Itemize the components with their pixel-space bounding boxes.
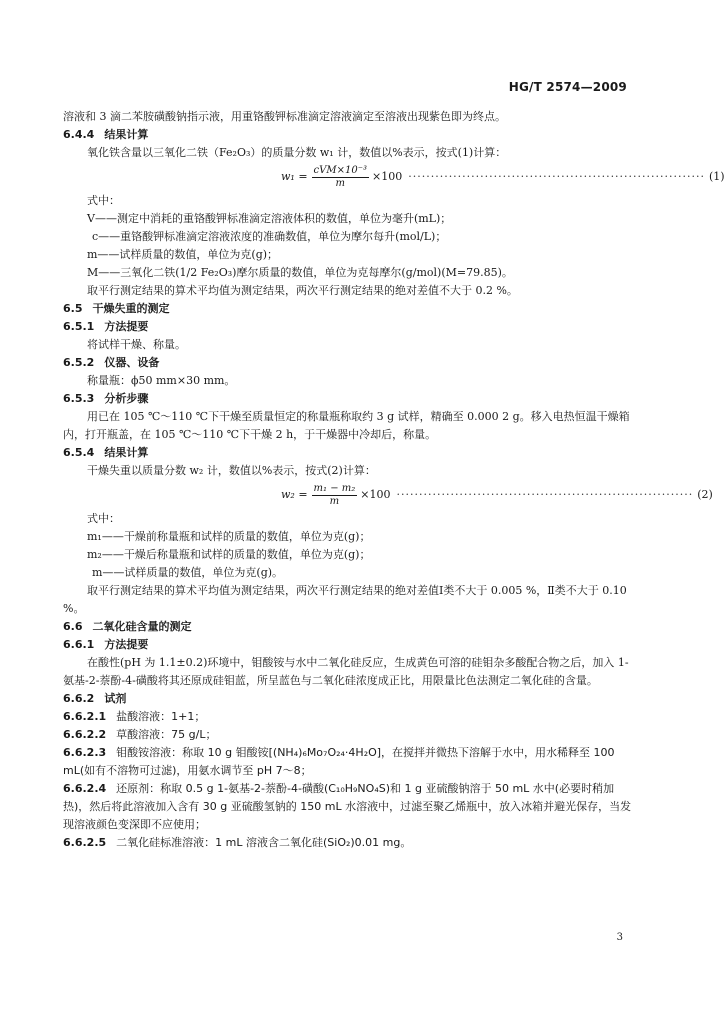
formula2-denominator: m	[329, 495, 340, 507]
section-6-5-3	[63, 390, 633, 408]
section-text: 将试样干燥、称量。	[87, 338, 186, 351]
section-title: 结果计算	[104, 128, 149, 141]
variable-definition: m₂——干燥后称量瓶和试样的质量的数值，单位为克(g)；	[87, 548, 371, 561]
variable-definition: V——测定中消耗的重铬酸钾标准滴定溶液体积的数值，单位为毫升(mL)；	[87, 212, 452, 225]
section-number: 6.5	[63, 302, 83, 315]
reagent-item	[63, 708, 633, 726]
reagent-item	[63, 780, 633, 834]
reagent-item	[63, 744, 633, 780]
section-title: 方法提要	[104, 320, 149, 333]
section-6-4-4	[63, 126, 633, 144]
section-6-5-2	[63, 354, 633, 372]
precision-note: 取平行测定结果的算术平均值为测定结果，两次平行测定结果的绝对差值Ⅰ类不大于 0.005 %，Ⅱ类不大于 0.10 %。	[63, 584, 627, 615]
reagent-item	[63, 726, 633, 744]
variable-definition: m——试样质量的数值，单位为克(g)；	[87, 248, 279, 261]
section-6-5	[63, 300, 633, 318]
reagent-number: 6.6.2.4	[63, 782, 107, 795]
section-number: 6.5.4	[63, 446, 95, 459]
precision-note: 取平行测定结果的算术平均值为测定结果，两次平行测定结果的绝对差值不大于 0.2 %。	[87, 284, 518, 297]
paragraph-continuation: 溶液和 3 滴二苯胺磺酸钠指示液，用重铬酸钾标准滴定溶液滴定至溶液出现紫色即为终点。	[63, 110, 506, 123]
formula2-numerator: m₁ − m₂	[313, 482, 356, 494]
formula1-lhs: w₁ =	[281, 170, 308, 183]
section-6-5-4	[63, 444, 633, 462]
variable-definition: c——重铬酸钾标准滴定溶液浓度的准确数值，单位为摩尔每升(mol/L)；	[92, 230, 447, 243]
section-title: 结果计算	[104, 446, 149, 459]
section-number: 6.5.3	[63, 392, 95, 405]
section-number: 6.5.2	[63, 356, 95, 369]
section-6-6-2	[63, 690, 633, 708]
formula1-denominator: m	[335, 177, 346, 189]
formula1-fraction	[312, 165, 369, 190]
reagent-number: 6.6.2.1	[63, 710, 107, 723]
section-title: 方法提要	[104, 638, 149, 651]
reagent-number: 6.6.2.3	[63, 746, 107, 759]
formula1-numerator: cVM×10⁻³	[313, 164, 367, 176]
page-number: 3	[616, 932, 623, 943]
formula-1	[63, 162, 725, 192]
formula2-fraction	[312, 483, 358, 508]
where-label: 式中：	[87, 194, 120, 207]
section-title: 分析步骤	[104, 392, 149, 405]
reagent-number: 6.6.2.2	[63, 728, 107, 741]
section-6-6-1	[63, 636, 633, 654]
variable-definition: m₁——干燥前称量瓶和试样的质量的数值，单位为克(g)；	[87, 530, 371, 543]
section-6-5-1	[63, 318, 633, 336]
reagent-text: 二氧化硅标准溶液：1 mL 溶液含二氧化硅(SiO₂)0.01 mg。	[116, 836, 412, 849]
formula1-intro: 氧化铁含量以三氧化二铁（Fe₂O₃）的质量分数 w₁ 计，数值以%表示，按式(1)计算：	[87, 146, 507, 159]
section-title: 仪器、设备	[104, 356, 160, 369]
section-number: 6.6	[63, 620, 83, 633]
section-text: 用已在 105 ℃～110 ℃下干燥至质量恒定的称量瓶称取约 3 g 试样，精确至 0.000 2 g。移入电热恒温干燥箱内，打开瓶盖，在 105 ℃～110 ℃下干燥 2 h，于干燥器中冷却后，称量。	[63, 410, 630, 441]
section-6-6	[63, 618, 633, 636]
formula1-number: (1)	[709, 170, 725, 183]
section-title: 试剂	[104, 692, 127, 705]
reagent-text: 草酸溶液：75 g/L；	[116, 728, 217, 741]
formula2-intro: 干燥失重以质量分数 w₂ 计，数值以%表示，按式(2)计算：	[87, 464, 376, 477]
section-text: 称量瓶：ϕ50 mm×30 mm。	[87, 374, 236, 387]
reagent-text: 还原剂：称取 0.5 g 1-氨基-2-萘酚-4-磺酸(C₁₀H₉NO₄S)和 1 g 亚硫酸钠溶于 50 mL 水中(必要时稍加热)，然后将此溶液加入含有 30 g 亚硫酸氢钠的 150 mL 水溶液中，过滤至聚乙烯瓶中，放入冰箱并避光保存，当发现溶液颜色变深即不应使用；	[63, 782, 632, 831]
reagent-text: 盐酸溶液：1+1；	[116, 710, 206, 723]
section-number: 6.5.1	[63, 320, 95, 333]
variable-definition: M——三氧化二铁(1/2 Fe₂O₃)摩尔质量的数值，单位为克每摩尔(g/mol)(M=79.85)。	[87, 266, 513, 279]
section-title: 干燥失重的测定	[92, 302, 170, 315]
formula2-leader: ··································································	[396, 488, 694, 501]
reagent-text: 钼酸铵溶液：称取 10 g 钼酸铵[(NH₄)₆Mo₇O₂₄·4H₂O]，在搅拌并微热下溶解于水中，用水稀释至 100 mL(如有不溶物可过滤)，用氨水调节至 pH 7～8；	[63, 746, 615, 777]
formula1-leader: ··································································	[408, 170, 705, 183]
reagent-item	[63, 834, 633, 852]
section-text: 在酸性(pH 为 1.1±0.2)环境中，钼酸铵与水中二氧化硅反应，生成黄色可溶的硅钼杂多酸配合物之后，加入 1-氨基-2-萘酚-4-磺酸将其还原成硅钼蓝，所呈蓝色与二氧化硅浓度成正比，用限量比色法测定二氧化硅的含量。	[63, 656, 629, 687]
section-number: 6.6.1	[63, 638, 95, 651]
formula1-tail: ×100	[372, 170, 403, 183]
formula2-tail: ×100	[360, 488, 391, 501]
section-number: 6.6.2	[63, 692, 95, 705]
formula2-lhs: w₂ =	[281, 488, 308, 501]
formula-2	[63, 480, 713, 510]
page-content	[63, 108, 725, 852]
variable-definition: m——试样质量的数值，单位为克(g)。	[92, 566, 284, 579]
standard-code: HG/T 2574—2009	[508, 80, 627, 94]
section-title: 二氧化硅含量的测定	[92, 620, 192, 633]
reagent-number: 6.6.2.5	[63, 836, 107, 849]
section-number: 6.4.4	[63, 128, 95, 141]
where-label: 式中：	[87, 512, 120, 525]
formula2-number: (2)	[697, 488, 713, 501]
